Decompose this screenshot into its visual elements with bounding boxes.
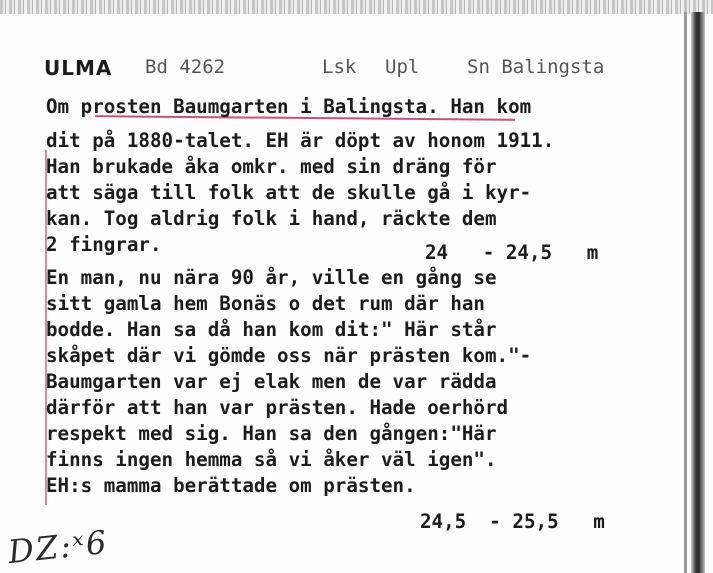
volume-id: Bd 4262: [145, 56, 226, 78]
text-line: 2 fingrar.: [46, 233, 162, 256]
card-edge-shadow: [684, 12, 687, 573]
text-line: Baumgarten var ej elak men de var rädda: [46, 370, 497, 393]
measurement-2: 24,5 - 25,5 m: [420, 510, 605, 533]
text-line: Han brukade åka omkr. med sin dräng för: [46, 155, 497, 178]
text-line: skåpet där vi gömde oss när prästen kom."-: [46, 344, 532, 367]
card-edge: [691, 12, 705, 573]
text-line: EH:s mamma berättade om prästen.: [46, 474, 416, 497]
text-line: sitt gamla hem Bonäs o det rum där han: [46, 292, 485, 315]
text-line: därför att han var prästen. Hade oerhörd: [46, 396, 509, 419]
archive-code: ULMA: [44, 56, 113, 80]
text-line: att säga till folk att de skulle gå i kyr-: [46, 181, 532, 204]
text-line: finns ingen hemma så vi åker väl igen".: [46, 448, 497, 471]
text-line: kan. Tog aldrig folk i hand, räckte dem: [46, 207, 497, 230]
text-line: bodde. Han sa då han kom dit:" Här står: [46, 318, 497, 341]
handwritten-note: DZ:ˣ6: [6, 522, 111, 572]
text-line: respekt med sig. Han sa den gången:"Här: [46, 422, 497, 445]
province: Upl: [385, 56, 420, 78]
parish: Sn Balingsta: [467, 56, 605, 78]
text-line: En man, nu nära 90 år, ville en gång se: [46, 266, 497, 289]
text-line: dit på 1880-talet. EH är döpt av honom 1911.: [46, 129, 555, 152]
text-line: Om prosten Baumgarten i Balingsta. Han kom: [46, 95, 532, 118]
scan-noise-top: [0, 0, 713, 14]
measurement-1: 24 - 24,5 m: [425, 241, 599, 264]
landskap-label: Lsk: [322, 56, 357, 78]
